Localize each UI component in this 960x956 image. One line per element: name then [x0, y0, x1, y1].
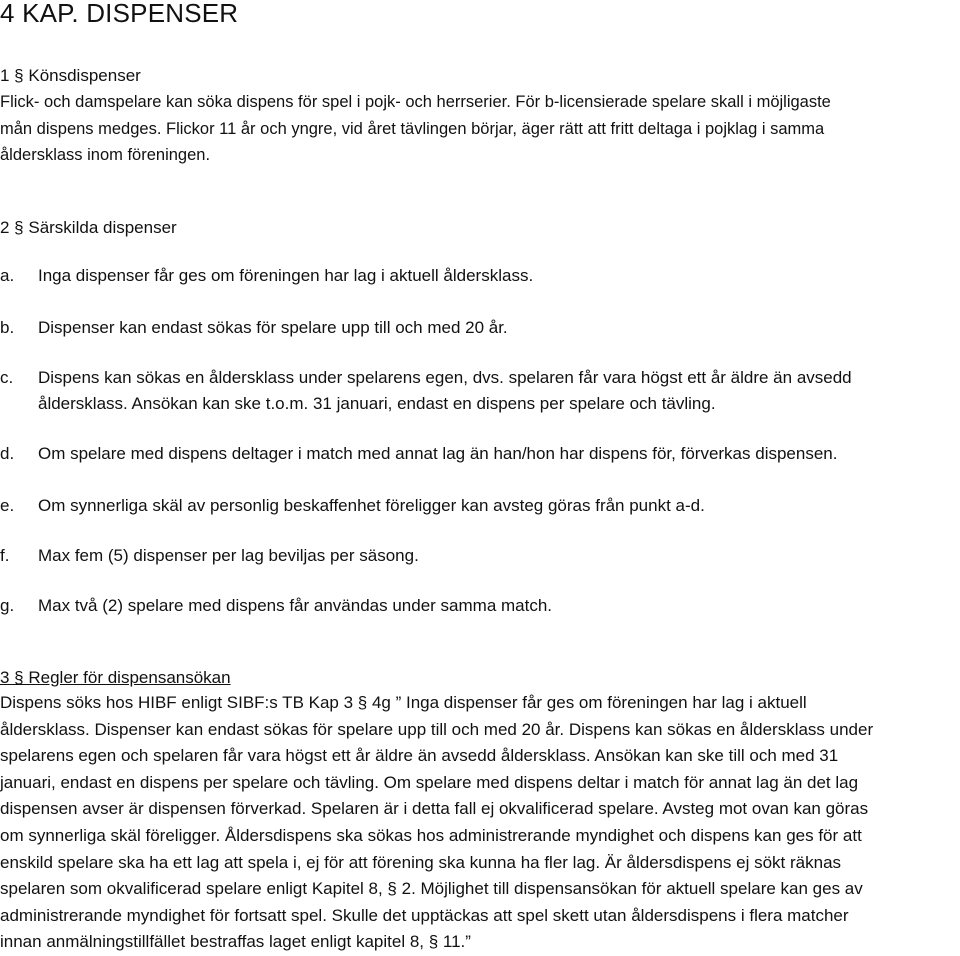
paragraph-line: enskild spelare ska ha ett lag att spela i, ej för att förening ska kunna ha fler lag. Är åldersdispens ej sökt räknas [0, 852, 842, 872]
list-item-text: åldersklass. Ansökan kan ske t.o.m. 31 januari, endast en dispens per spelare och tävling. [38, 394, 716, 413]
list-item-text: Inga dispenser får ges om föreningen har lag i aktuell åldersklass. [38, 266, 534, 285]
paragraph-line: åldersklass inom föreningen. [0, 146, 211, 164]
list-item-letter: b. [0, 318, 15, 337]
list-item-text: Max två (2) spelare med dispens får användas under samma match. [38, 596, 553, 615]
paragraph-line: Dispens söks hos HIBF enligt SIBF:s TB Kap 3 § 4g ” Inga dispenser får ges om föreningen har lag i aktuell [0, 693, 807, 712]
section-1-paragraph [0, 89, 831, 169]
list-item-text: Om spelare med dispens deltager i match med annat lag än han/hon har dispens för, förverkas dispensen. [38, 444, 838, 463]
paragraph-line: Flick- och damspelare kan söka dispens för spel i pojk- och herrserier. För b-licensierade spelare skall i möjligaste [0, 93, 831, 111]
paragraph-line: januari, endast en dispens per spelare och tävling. Om spelare med dispens deltar i match för annat lag än det lag [0, 772, 859, 792]
paragraph-line: spelaren som okvalificerad spelare enligt Kapitel 8, § 2. Möjlighet till dispensansökan för aktuell spelare kan ges av [0, 879, 863, 899]
list-item-text: Dispens kan sökas en åldersklass under spelarens egen, dvs. spelaren får vara högst ett år äldre än avsedd [38, 368, 852, 387]
list-item-text: Max fem (5) dispenser per lag beviljas per säsong. [38, 546, 419, 565]
list-item-letter: g. [0, 596, 15, 615]
list-item-letter: a. [0, 266, 15, 285]
list-item-letter: e. [0, 496, 15, 515]
list-item-letter: f. [0, 546, 10, 565]
chapter-title: 4 KAP. DISPENSER [0, 0, 239, 28]
list-item-letter: d. [0, 444, 15, 463]
section-2-title: 2 § Särskilda dispenser [0, 218, 177, 237]
paragraph-line: spelarens egen och spelaren får vara högst ett år äldre än avsedd åldersklass. Ansökan kan ske till och med 31 [0, 746, 839, 766]
section-3-paragraph [0, 690, 873, 956]
paragraph-line: administrerande myndighet för fortsatt spel. Skulle det upptäckas att spel skett utan åldersdispens i flera matcher [0, 905, 849, 925]
list-item-text: Om synnerliga skäl av personlig beskaffenhet föreligger kan avsteg göras från punkt a-d. [38, 496, 705, 515]
paragraph-line: om synnerliga skäl föreligger. Åldersdispens ska sökas hos administrerande myndighet och dispens kan ges för att [0, 825, 862, 845]
section-3-title: 3 § Regler för dispensansökan [0, 668, 231, 687]
list-item-text: Dispenser kan endast sökas för spelare upp till och med 20 år. [38, 318, 508, 337]
paragraph-line: dispensen avser är dispensen förverkad. Spelaren är i detta fall ej okvalificerad spelare. Avsteg mot ovan kan göras [0, 799, 869, 819]
list-item-letter: c. [0, 368, 14, 387]
section-1-title: 1 § Könsdispenser [0, 66, 141, 85]
paragraph-line: innan anmälningstillfället bestraffas laget enligt kapitel 8, § 11.” [0, 932, 471, 952]
paragraph-line: åldersklass. Dispenser kan endast sökas för spelare upp till och med 20 år. Dispens kan sökas en åldersklass under [0, 719, 874, 739]
paragraph-line: mån dispens medges. Flickor 11 år och yngre, vid året tävlingen börjar, äger rätt att fritt deltaga i pojklag i samma [0, 119, 825, 138]
